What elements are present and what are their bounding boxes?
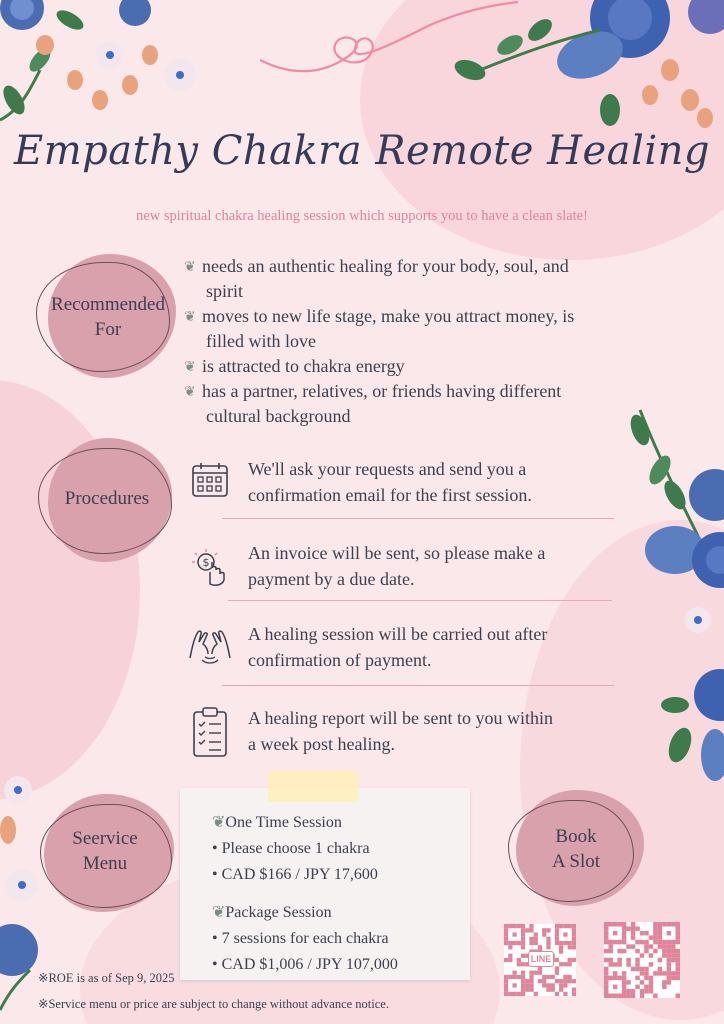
package-item: • 7 sessions for each chakra — [212, 930, 389, 947]
divider — [222, 685, 614, 686]
one-time-item: • Please choose 1 chakra — [212, 840, 370, 857]
leaf-bullet-icon: ❦ — [184, 385, 196, 400]
one-time-session — [212, 810, 472, 888]
calendar-icon — [190, 460, 230, 500]
leaf-bullet-icon: ❦ — [184, 310, 196, 325]
tape-decoration — [268, 770, 358, 802]
procedures-label: Procedures — [64, 488, 150, 509]
leaf-bullet-icon: ❦ — [184, 260, 196, 275]
floral-decoration-icon — [0, 0, 210, 140]
one-time-heading: One Time Session — [225, 814, 342, 831]
floral-decoration-icon — [440, 0, 724, 140]
leaf-bullet-icon: ❦ — [184, 360, 196, 375]
clipboard-report-icon — [190, 706, 230, 758]
roe-footnote: ※ROE is as of Sep 9, 2025 — [38, 971, 175, 985]
package-heading: Package Session — [225, 904, 332, 921]
divider — [228, 600, 612, 601]
page-subtitle: new spiritual chakra healing session which supports you to have a clean slate! — [136, 208, 588, 224]
list-item: ❦ moves to new life stage, make you attract money, is filled with love — [184, 306, 575, 351]
recommended-label: Recommended For — [51, 294, 165, 340]
procedure-step-4: A healing report will be sent to you within a week post healing. — [248, 708, 553, 754]
list-item: ❦ has a partner, relatives, or friends having different cultural background — [184, 381, 562, 426]
package-price: • CAD $1,006 / JPY 107,000 — [212, 956, 398, 973]
procedure-step-2: An invoice will be sent, so please make a payment by a due date. — [248, 543, 546, 589]
page-title: Empathy Chakra Remote Healing — [14, 128, 710, 174]
line-logo-label: LINE — [528, 951, 554, 967]
one-time-price: • CAD $166 / JPY 17,600 — [212, 866, 378, 883]
healing-hands-icon — [186, 624, 234, 664]
service-menu-label: Seervice Menu — [72, 828, 138, 874]
recommended-list — [186, 254, 676, 429]
package-session — [212, 900, 472, 978]
leaf-bullet-icon: ❦ — [212, 904, 226, 921]
svg-text:$: $ — [202, 556, 210, 569]
list-item: ❦ is attracted to chakra energy — [186, 354, 676, 379]
notice-footnote: ※Service menu or price are subject to change without advance notice. — [38, 997, 389, 1011]
leaf-bullet-icon: ❦ — [212, 814, 226, 831]
book-slot-button[interactable]: Book A Slot — [551, 826, 601, 872]
procedure-step-1: We'll ask your requests and send you a confirmation email for the first session. — [248, 459, 532, 505]
procedure-step-3: A healing session will be carried out after confirmation of payment. — [248, 624, 548, 670]
list-item: ❦ needs an authentic healing for your body, soul, and spirit — [184, 256, 569, 301]
floral-decoration-icon — [620, 400, 724, 820]
booking-qr-code[interactable] — [604, 922, 680, 998]
payment-hand-icon — [190, 548, 230, 588]
divider — [222, 518, 614, 519]
